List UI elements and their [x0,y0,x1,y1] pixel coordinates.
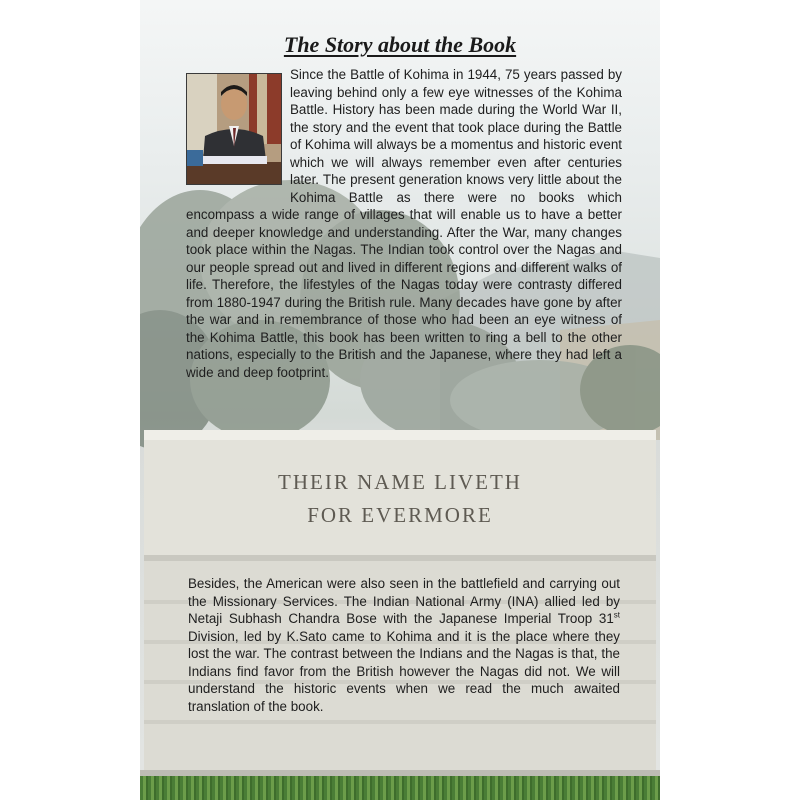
ordinal-suffix: st [613,610,620,620]
story-paragraph-2-text-b: Division, led by K.Sato came to Kohima and it is the place where they lost the war. The contrast between the Indians and the Nagas is that, the Indians find favor from the British however the Nagas did not. We will understand the historic events when we read the much awaited translation of the book. [188,628,620,714]
story-paragraph-1 [186,66,622,381]
photo-spacer [186,66,290,190]
grass-strip [140,776,660,800]
page-title: The Story about the Book [283,32,517,57]
story-paragraph-2 [188,575,620,715]
story-paragraph-2-text-a: Besides, the American were also seen in the battlefield and carrying out the Missionary Services. The Indian National Army (INA) allied led by Netaji Subhash Chandra Bose with the Japanese Imperial Troop 31 [188,576,620,626]
memorial-inscription-line-2: FOR EVERMORE [307,503,493,527]
story-paragraph-1-text: Since the Battle of Kohima in 1944, 75 years passed by leaving behind only a few eye witnesses of the Kohima Battle. History has been made during the World War II, the story and the event that took place during the Battle of Kohima will always be a momentus and historic event which we will always remember even after centuries later. The present generation knows very little about the Kohima Battle as there were no books which encompass a wide range of villages that will enable us to have a better and deeper knowledge and understanding. After the War, many changes took place within the Nagas. The Indian took control over the Nagas and our people spread out and lived in different regions and different walks of life. Therefore, the lifestyles of the Nagas today were contrasty differed from 1880-1947 during the British rule. Many decades have gone by after the war and in remembrance of those who had been an eye witness of the Kohima Battle, this book has been written to ring a bell to the other nations, especially to the British and the Japanese, where they had left a wide and deep footprint. [186,67,622,380]
book-back-cover [140,0,660,800]
memorial-inscription-line-1: THEIR NAME LIVETH [278,470,522,494]
